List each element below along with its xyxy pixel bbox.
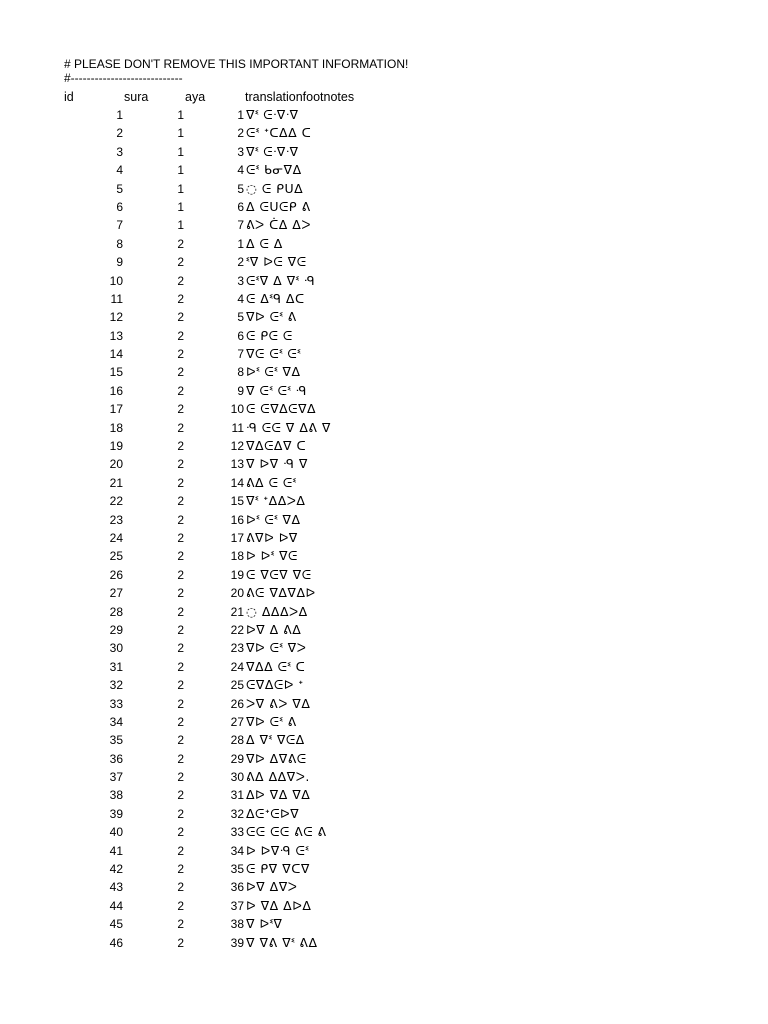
- row-sura-cell: 2: [177, 457, 184, 472]
- row-translation-cell: ᐅ ᐁᐃ ᐃᐅᐃ: [246, 897, 312, 913]
- row-translation-cell: ᐁ ᐅᓫᐁ: [246, 916, 283, 932]
- row-aya-cell: 7: [237, 218, 244, 233]
- row-translation-cell: ᐁᐅ ᕮᓫ ᕕ: [246, 713, 297, 729]
- row-id-cell: 35: [109, 733, 123, 748]
- row-id-cell: 17: [109, 402, 123, 417]
- row-sura-cell: 2: [177, 365, 184, 380]
- row-id-cell: 46: [109, 935, 123, 950]
- row-translation-cell: ᐁᓫ ᕮᐧᐁᐧᐁ: [246, 143, 299, 159]
- row-sura-cell: 2: [177, 806, 184, 821]
- table-row: [0, 823, 768, 841]
- row-aya-cell: 23: [230, 641, 244, 656]
- table-row: [0, 878, 768, 896]
- row-translation-cell: ᐁᓫ ᕮᐧᐁᐧᐁ: [246, 107, 299, 122]
- row-aya-cell: 24: [230, 659, 244, 674]
- row-translation-cell: ᕕᐃ ᕮ ᕮᓫ: [246, 474, 297, 490]
- table-row: [0, 235, 768, 253]
- row-sura-cell: 2: [177, 825, 184, 840]
- row-sura-cell: 2: [177, 678, 184, 693]
- row-aya-cell: 5: [237, 310, 244, 325]
- row-id-cell: 21: [109, 475, 123, 490]
- row-sura-cell: 2: [177, 898, 184, 913]
- row-id-cell: 42: [109, 862, 123, 877]
- row-id-cell: 32: [109, 678, 123, 693]
- row-translation-cell: ᐅᓫ ᕮᓫ ᐁᐃ: [246, 364, 301, 380]
- row-id-cell: 37: [109, 770, 123, 785]
- row-translation-cell: ᐅ ᐅᐁᑴ ᕮᓫ: [246, 842, 310, 858]
- row-aya-cell: 6: [237, 328, 244, 343]
- row-aya-cell: 3: [237, 144, 244, 159]
- table-row: [0, 584, 768, 602]
- row-sura-cell: 2: [177, 770, 184, 785]
- row-id-cell: 12: [109, 310, 123, 325]
- row-id-cell: 22: [109, 494, 123, 509]
- table-row: [0, 161, 768, 179]
- row-translation-cell: ᐳᐁ ᕕᐳ ᐁᐃ: [246, 695, 311, 711]
- row-translation-cell: ᕮ ᐃᓫᑫ ᐃᑕ: [246, 290, 305, 306]
- row-aya-cell: 14: [230, 475, 244, 490]
- table-row: [0, 474, 768, 492]
- separator-line: #----------------------------: [64, 71, 183, 85]
- column-header-id: id: [64, 90, 74, 104]
- row-translation-cell: ᕮᓫ ᐩᑕᐃᐃ ᑕ: [246, 125, 312, 141]
- table-row: [0, 382, 768, 400]
- row-sura-cell: 2: [177, 402, 184, 417]
- row-id-cell: 8: [116, 236, 123, 251]
- row-aya-cell: 36: [230, 880, 244, 895]
- row-sura-cell: 2: [177, 475, 184, 490]
- row-aya-cell: 1: [237, 108, 244, 122]
- row-sura-cell: 2: [177, 733, 184, 748]
- row-translation-cell: ◌ ᕮ ᑭᑌᐃ: [246, 180, 304, 196]
- row-id-cell: 3: [116, 144, 123, 159]
- row-aya-cell: 33: [230, 825, 244, 840]
- row-translation-cell: ᐅᓫ ᕮᓫ ᐁᐃ: [246, 511, 301, 527]
- row-translation-cell: ᐁᐅ ᐃᐁᕕᕮ: [246, 750, 307, 766]
- row-id-cell: 27: [109, 586, 123, 601]
- table-row: [0, 511, 768, 529]
- row-id-cell: 36: [109, 751, 123, 766]
- row-sura-cell: 1: [177, 199, 184, 214]
- row-translation-cell: ᐁᓫ ᐩᐃᐃᐳᐃ: [246, 493, 306, 509]
- row-aya-cell: 25: [230, 678, 244, 693]
- row-id-cell: 43: [109, 880, 123, 895]
- row-translation-cell: ᕮ ᑭᐁ ᐁᑕᐁ: [246, 861, 310, 877]
- row-aya-cell: 17: [230, 530, 244, 545]
- row-sura-cell: 1: [177, 218, 184, 233]
- row-id-cell: 16: [109, 383, 123, 398]
- row-aya-cell: 34: [230, 843, 244, 858]
- row-id-cell: 6: [116, 199, 123, 214]
- row-sura-cell: 2: [177, 420, 184, 435]
- table-row: [0, 363, 768, 381]
- row-id-cell: 2: [116, 126, 123, 141]
- row-translation-cell: ᐁᐃᐃ ᕮᓫ ᑕ: [246, 658, 306, 674]
- table-row: [0, 768, 768, 786]
- data-rows: [0, 106, 768, 952]
- row-translation-cell: ᐁᐅ ᕮᓫ ᐁᐳ: [246, 640, 307, 656]
- row-sura-cell: 2: [177, 255, 184, 270]
- row-sura-cell: 1: [177, 181, 184, 196]
- row-id-cell: 45: [109, 917, 123, 932]
- table-row: [0, 272, 768, 290]
- row-translation-cell: ᕮ ᑭᕮ ᕮ: [246, 327, 293, 343]
- row-translation-cell: ᐅ ᐅᓫ ᐁᕮ: [246, 548, 298, 564]
- row-translation-cell: ᐃ ᐁᓫ ᐁᕮᐃ: [246, 732, 305, 748]
- table-row: [0, 695, 768, 713]
- row-translation-cell: ᕕᐳ ᑖᐃ ᐃᐳ: [246, 217, 311, 233]
- table-row: [0, 860, 768, 878]
- row-id-cell: 39: [109, 806, 123, 821]
- row-sura-cell: 2: [177, 641, 184, 656]
- notice-line: # PLEASE DON'T REMOVE THIS IMPORTANT INFORMATION!: [64, 57, 409, 71]
- row-aya-cell: 4: [237, 291, 244, 306]
- table-row: [0, 658, 768, 676]
- row-sura-cell: 2: [177, 935, 184, 950]
- row-sura-cell: 2: [177, 439, 184, 454]
- table-row: [0, 143, 768, 161]
- row-aya-cell: 31: [230, 788, 244, 803]
- table-row: [0, 419, 768, 437]
- row-translation-cell: ᐁᐃᕮᐃᐁ ᑕ: [246, 438, 307, 454]
- row-id-cell: 15: [109, 365, 123, 380]
- table-row: [0, 676, 768, 694]
- table-row: [0, 308, 768, 326]
- row-sura-cell: 2: [177, 843, 184, 858]
- row-aya-cell: 6: [237, 199, 244, 214]
- row-sura-cell: 2: [177, 310, 184, 325]
- row-aya-cell: 9: [237, 383, 244, 398]
- row-translation-cell: ᕮᕮ ᕮᕮ ᕕᕮ ᕕ: [246, 824, 327, 840]
- table-row: [0, 124, 768, 142]
- row-aya-cell: 16: [230, 512, 244, 527]
- row-sura-cell: 1: [177, 163, 184, 178]
- row-translation-cell: ᐃ ᕮ ᐃ: [246, 235, 283, 251]
- table-row: [0, 639, 768, 657]
- row-aya-cell: 27: [230, 714, 244, 729]
- row-translation-cell: ᕕᕮ ᐁᐃᐁᐃᐅ: [246, 585, 316, 601]
- row-aya-cell: 37: [230, 898, 244, 913]
- row-id-cell: 31: [109, 659, 123, 674]
- row-translation-cell: ᐃ ᕮᑌᕮᑭ ᕕ: [246, 198, 311, 214]
- row-translation-cell: ᕕᐁᐅ ᐅᐁ: [246, 529, 298, 545]
- row-id-cell: 20: [109, 457, 123, 472]
- row-translation-cell: ᓫᐁ ᐅᕮ ᐁᕮ: [246, 254, 307, 270]
- table-row: [0, 437, 768, 455]
- row-translation-cell: ᐅᐁ ᐃ ᕕᐃ: [246, 621, 302, 637]
- table-row: [0, 180, 768, 198]
- table-row: [0, 345, 768, 363]
- table-row: [0, 915, 768, 933]
- row-aya-cell: 12: [230, 439, 244, 454]
- row-aya-cell: 3: [237, 273, 244, 288]
- row-translation-cell: ᐅᐁ ᐃᐁᐳ: [246, 879, 298, 895]
- row-sura-cell: 2: [177, 567, 184, 582]
- row-sura-cell: 2: [177, 862, 184, 877]
- row-id-cell: 25: [109, 549, 123, 564]
- row-sura-cell: 1: [177, 108, 184, 122]
- row-id-cell: 23: [109, 512, 123, 527]
- row-aya-cell: 26: [230, 696, 244, 711]
- row-id-cell: 28: [109, 604, 123, 619]
- row-aya-cell: 39: [230, 935, 244, 950]
- row-id-cell: 1: [116, 108, 123, 122]
- table-row: [0, 400, 768, 418]
- row-aya-cell: 22: [230, 622, 244, 637]
- row-sura-cell: 2: [177, 291, 184, 306]
- row-id-cell: 18: [109, 420, 123, 435]
- row-translation-cell: ᐁ ᕮᓫ ᕮᓫ ᑴ: [246, 382, 307, 398]
- row-sura-cell: 2: [177, 530, 184, 545]
- table-row: [0, 713, 768, 731]
- row-id-cell: 5: [116, 181, 123, 196]
- row-sura-cell: 2: [177, 659, 184, 674]
- table-row: [0, 731, 768, 749]
- row-id-cell: 7: [116, 218, 123, 233]
- row-aya-cell: 38: [230, 917, 244, 932]
- row-translation-cell: ᑴ ᕮᕮ ᐁ ᐃᕕ ᐁ: [246, 419, 331, 435]
- table-row: [0, 603, 768, 621]
- row-sura-cell: 2: [177, 714, 184, 729]
- row-sura-cell: 2: [177, 696, 184, 711]
- table-row: [0, 290, 768, 308]
- row-aya-cell: 18: [230, 549, 244, 564]
- row-aya-cell: 28: [230, 733, 244, 748]
- row-aya-cell: 21: [230, 604, 244, 619]
- row-translation-cell: ᐁᕮ ᕮᓫ ᕮᓫ: [246, 346, 301, 362]
- row-id-cell: 24: [109, 530, 123, 545]
- row-sura-cell: 2: [177, 328, 184, 343]
- row-sura-cell: 2: [177, 273, 184, 288]
- table-row: [0, 842, 768, 860]
- row-aya-cell: 2: [237, 255, 244, 270]
- row-aya-cell: 13: [230, 457, 244, 472]
- row-id-cell: 41: [109, 843, 123, 858]
- row-sura-cell: 2: [177, 512, 184, 527]
- row-id-cell: 34: [109, 714, 123, 729]
- row-id-cell: 10: [109, 273, 123, 288]
- row-sura-cell: 2: [177, 494, 184, 509]
- row-sura-cell: 2: [177, 880, 184, 895]
- row-translation-cell: ᕮᓫ ᑲᓂᐁᐃ: [246, 162, 302, 178]
- table-row: [0, 455, 768, 473]
- row-aya-cell: 30: [230, 770, 244, 785]
- row-sura-cell: 2: [177, 347, 184, 362]
- row-aya-cell: 10: [230, 402, 244, 417]
- table-row: [0, 327, 768, 345]
- table-row: [0, 566, 768, 584]
- row-aya-cell: 1: [237, 236, 244, 251]
- row-aya-cell: 15: [230, 494, 244, 509]
- column-header-aya: aya: [185, 90, 206, 104]
- table-row: [0, 805, 768, 823]
- table-row: [0, 198, 768, 216]
- row-id-cell: 9: [116, 255, 123, 270]
- row-aya-cell: 32: [230, 806, 244, 821]
- row-id-cell: 29: [109, 622, 123, 637]
- row-aya-cell: 5: [237, 181, 244, 196]
- row-id-cell: 44: [109, 898, 123, 913]
- row-id-cell: 14: [109, 347, 123, 362]
- row-id-cell: 13: [109, 328, 123, 343]
- table-row: [0, 106, 768, 124]
- row-sura-cell: 2: [177, 586, 184, 601]
- table-row: [0, 253, 768, 271]
- row-id-cell: 4: [116, 163, 123, 178]
- row-translation-cell: ᐁ ᐁᕕ ᐁᓫ ᕕᐃ: [246, 934, 318, 950]
- row-aya-cell: 4: [237, 163, 244, 178]
- row-translation-cell: ᐁᐅ ᕮᓫ ᕕ: [246, 309, 297, 325]
- table-row: [0, 547, 768, 565]
- row-aya-cell: 11: [231, 420, 244, 435]
- row-aya-cell: 35: [230, 862, 244, 877]
- row-sura-cell: 2: [177, 236, 184, 251]
- column-header-sura: sura: [124, 90, 149, 104]
- table-row: [0, 492, 768, 510]
- row-aya-cell: 7: [237, 347, 244, 362]
- row-id-cell: 30: [109, 641, 123, 656]
- row-id-cell: 38: [109, 788, 123, 803]
- table-row: [0, 897, 768, 915]
- row-translation-cell: ᕮ ᐁᕮᐁ ᐁᕮ: [246, 566, 312, 582]
- row-translation-cell: ᐁ ᐅᐁ ᑴ ᐁ: [246, 456, 308, 472]
- row-sura-cell: 2: [177, 788, 184, 803]
- row-id-cell: 33: [109, 696, 123, 711]
- row-id-cell: 40: [109, 825, 123, 840]
- row-sura-cell: 2: [177, 751, 184, 766]
- column-header-translation: translationfootnotes: [245, 90, 355, 104]
- row-sura-cell: 2: [177, 549, 184, 564]
- table-row: [0, 786, 768, 804]
- row-translation-cell: ᕮ ᕮᐁᐃᕮᐁᐃ: [246, 401, 317, 417]
- row-id-cell: 26: [109, 567, 123, 582]
- row-aya-cell: 29: [230, 751, 244, 766]
- row-aya-cell: 19: [230, 567, 244, 582]
- row-id-cell: 11: [110, 291, 123, 306]
- row-sura-cell: 2: [177, 622, 184, 637]
- row-aya-cell: 2: [237, 126, 244, 141]
- table-row: [0, 621, 768, 639]
- row-aya-cell: 20: [230, 586, 244, 601]
- row-sura-cell: 2: [177, 383, 184, 398]
- row-id-cell: 19: [109, 439, 123, 454]
- row-translation-cell: ᐃᕮᐩᕮᐅᐁ: [246, 805, 300, 821]
- row-translation-cell: ᕕᐃ ᐃᐃᐁᐳ.: [246, 769, 310, 785]
- row-sura-cell: 1: [177, 144, 184, 159]
- row-translation-cell: ᕮᓫᐁ ᐃ ᐁᓫ ᑴ: [246, 272, 316, 288]
- table-row: [0, 750, 768, 768]
- row-translation-cell: ᐃᐅ ᐁᐃ ᐁᐃ: [246, 787, 311, 803]
- row-sura-cell: 2: [177, 917, 184, 932]
- table-row: [0, 934, 768, 952]
- row-sura-cell: 1: [177, 126, 184, 141]
- row-translation-cell: ◌ ᐃᐃᐃᐳᐃ: [246, 603, 308, 619]
- table-row: [0, 529, 768, 547]
- row-sura-cell: 2: [177, 604, 184, 619]
- table-row: [0, 216, 768, 234]
- row-translation-cell: ᕮᐁᐃᕮᐅ ᐩ: [246, 677, 304, 693]
- row-aya-cell: 8: [237, 365, 244, 380]
